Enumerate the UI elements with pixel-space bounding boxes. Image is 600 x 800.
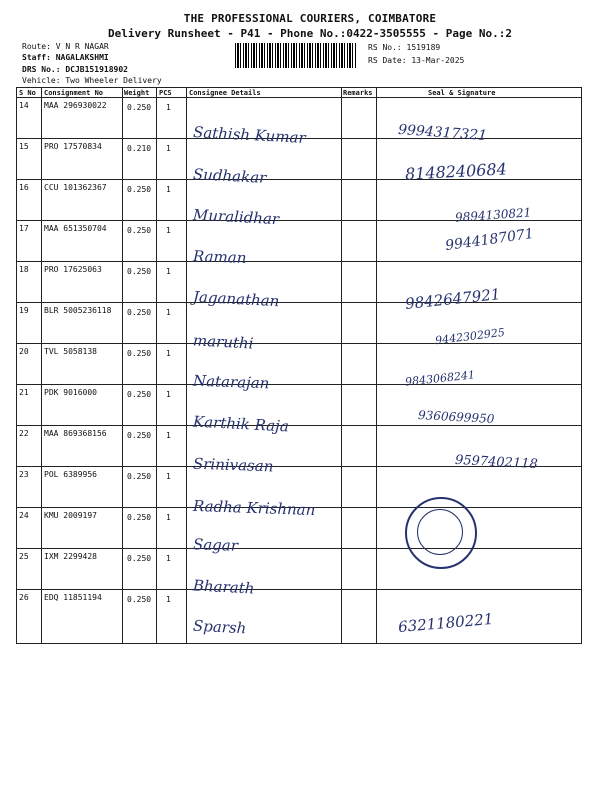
row-weight: 0.250 (127, 554, 152, 563)
row-weight: 0.250 (127, 595, 152, 604)
row-pcs: 1 (166, 513, 171, 522)
signature-number: 6321180221 (397, 609, 495, 637)
signature-number: 9842647921 (404, 285, 502, 313)
row-pcs: 1 (166, 308, 171, 317)
row-consignment: MAA 869368156 (44, 429, 107, 438)
signature-number: 9994317321 (397, 121, 488, 145)
handwritten-name: Bharath (192, 576, 255, 598)
handwritten-name: Sathish Kumar (192, 123, 307, 147)
row-pcs: 1 (166, 226, 171, 235)
row-sno: 23 (19, 470, 29, 479)
drs-number: DRS No.: DCJB151918902 (22, 65, 128, 74)
handwritten-name: maruthi (192, 331, 254, 353)
row-weight: 0.250 (127, 513, 152, 522)
header-consignee: Consignee Details (189, 89, 261, 97)
row-pcs: 1 (166, 103, 171, 112)
row-consignment: IXM 2299428 (44, 552, 97, 561)
row-sno: 18 (19, 265, 29, 274)
row-sno: 21 (19, 388, 29, 397)
handwritten-name: Karthik Raja (192, 412, 290, 436)
row-weight: 0.250 (127, 349, 152, 358)
handwritten-name: Sparsh (192, 616, 247, 638)
row-pcs: 1 (166, 390, 171, 399)
header-sno: S No (19, 89, 36, 97)
row-weight: 0.250 (127, 103, 152, 112)
row-pcs: 1 (166, 267, 171, 276)
row-consignment: PDK 9016000 (44, 388, 97, 397)
row-consignment: MAA 296930022 (44, 101, 107, 110)
handwritten-name: Natarajan (192, 371, 270, 393)
row-weight: 0.250 (127, 390, 152, 399)
row-pcs: 1 (166, 431, 171, 440)
row-weight: 0.250 (127, 267, 152, 276)
signature-number: 9894130821 (454, 205, 532, 225)
rs-date: RS Date: 13-Mar-2025 (368, 56, 465, 65)
handwritten-name: Sagar (192, 535, 239, 555)
company-title: THE PROFESSIONAL COURIERS, COIMBATORE (183, 12, 437, 25)
header-seal: Seal & Signature (428, 89, 496, 97)
row-consignment: TVL 5058138 (44, 347, 97, 356)
row-consignment: KMU 2009197 (44, 511, 97, 520)
header-remarks: Remarks (343, 89, 373, 97)
signature-number: 9442302925 (434, 325, 506, 348)
row-weight: 0.250 (127, 472, 152, 481)
rs-number: RS No.: 1519189 (368, 43, 441, 52)
handwritten-name: Raman (192, 247, 247, 267)
row-consignment: BLR 5005236118 (44, 306, 112, 315)
row-sno: 17 (19, 224, 29, 233)
row-consignment: EDQ 11851194 (44, 593, 102, 602)
runsheet-subtitle: Delivery Runsheet - P41 - Phone No.:0422-3505555 - Page No.:2 (108, 27, 512, 40)
row-pcs: 1 (166, 554, 171, 563)
row-weight: 0.250 (127, 431, 152, 440)
route-label: Route: V N R NAGAR (22, 42, 109, 51)
row-weight: 0.210 (127, 144, 152, 153)
signature-number: 9944187071 (444, 225, 535, 255)
row-sno: 16 (19, 183, 29, 192)
row-sno: 22 (19, 429, 29, 438)
handwritten-name: Sudhakar (192, 165, 267, 187)
row-sno: 14 (19, 101, 29, 110)
row-pcs: 1 (166, 185, 171, 194)
row-consignment: PRO 17625063 (44, 265, 102, 274)
row-pcs: 1 (166, 144, 171, 153)
row-sno: 26 (19, 593, 29, 602)
row-sno: 20 (19, 347, 29, 356)
signature-number: 9360699950 (417, 408, 495, 426)
header-consignment: Consignment No (44, 89, 104, 97)
handwritten-name: Jaganathan (192, 287, 280, 311)
handwritten-name: Radha Krishnan (192, 496, 316, 520)
row-consignment: PRO 17570834 (44, 142, 102, 151)
barcode-image (235, 43, 357, 68)
row-consignment: CCU 101362367 (44, 183, 107, 192)
signature-number: 9843068241 (404, 368, 476, 389)
staff-label: Staff: NAGALAKSHMI (22, 53, 109, 62)
row-pcs: 1 (166, 472, 171, 481)
row-consignment: POL 6389956 (44, 470, 97, 479)
row-weight: 0.250 (127, 308, 152, 317)
row-sno: 15 (19, 142, 29, 151)
signature-number: 8148240684 (404, 159, 508, 184)
row-pcs: 1 (166, 349, 171, 358)
header-pcs: PCS (159, 89, 172, 97)
row-sno: 24 (19, 511, 29, 520)
header-weight: Weight (124, 89, 150, 97)
vehicle-label: Vehicle: Two Wheeler Delivery (22, 76, 162, 85)
row-sno: 19 (19, 306, 29, 315)
row-weight: 0.250 (127, 185, 152, 194)
row-weight: 0.250 (127, 226, 152, 235)
signature-number: 9597402118 (454, 452, 539, 473)
row-pcs: 1 (166, 595, 171, 604)
company-seal-stamp (405, 497, 477, 569)
handwritten-name: Muralidhar (192, 205, 280, 229)
handwritten-name: Srinivasan (192, 454, 274, 476)
row-consignment: MAA 651350704 (44, 224, 107, 233)
row-sno: 25 (19, 552, 29, 561)
